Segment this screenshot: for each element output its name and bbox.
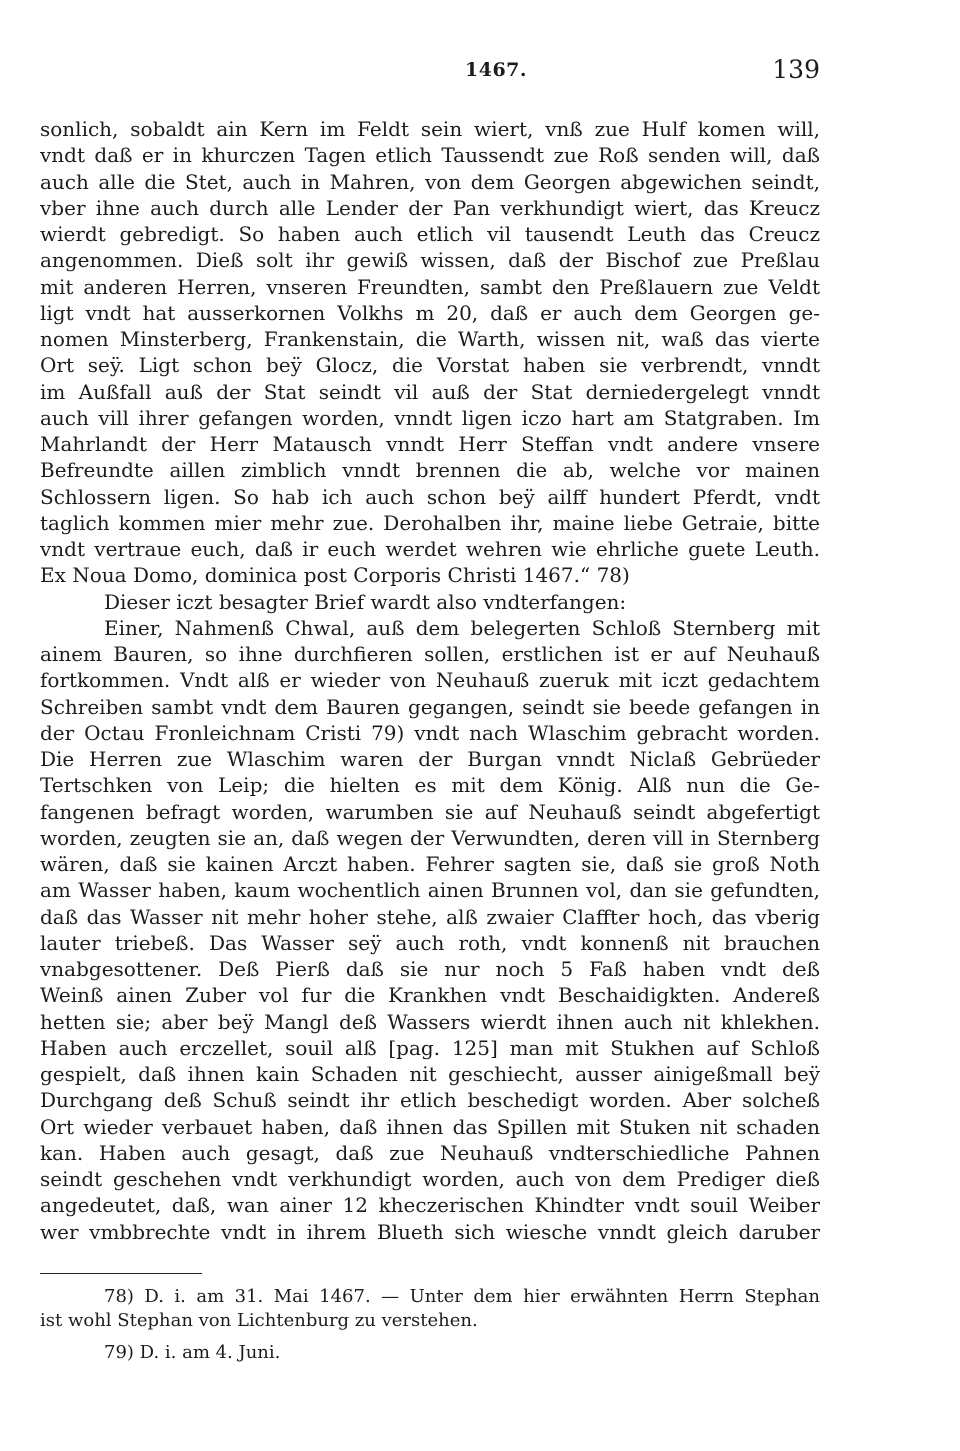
text-line: angenommen. Dieß solt ihr gewiß wissen, daß der Bischof zue Preßlau — [40, 248, 820, 273]
text-line: sonlich, sobaldt ain Kern im Feldt sein wiert, vnß zue Hulf komen will, — [40, 117, 820, 141]
text-line: Mahrlandt der Herr Matausch vnndt Herr Steffan vndt andere vnsere — [40, 432, 820, 456]
text-line: Weinß ainen Zuber vol fur die Krankhen vndt Beschaidigkten. Andereß — [40, 983, 820, 1008]
footnote-78-line: 78) D. i. am 31. Mai 1467. — Unter dem hier erwähnten Herrn Stephan — [104, 1286, 820, 1307]
text-line: nomen Minsterberg, Frankenstain, die Warth, wissen nit, waß das vierte — [40, 327, 820, 351]
footnote-78-line: ist wohl Stephan von Lichtenburg zu verstehen. — [40, 1310, 478, 1331]
text-line: seindt geschehen vndt verkhundigt worden, auch von dem Prediger dieß — [40, 1167, 820, 1191]
text-line: mit anderen Herren, vnseren Freundten, sambt den Preßlauern zue Veldt — [40, 274, 820, 299]
text-line: auch alle die Stet, auch in Mahren, von dem Georgen abgewichen seindt, — [40, 169, 820, 194]
text-line: wer vmbbrechte vndt in ihrem Blueth sich wiesche vnndt gleich daruber — [40, 1219, 820, 1244]
text-line: vber ihne auch durch alle Lender der Pan verkhundigt wiert, das Kreucz — [40, 195, 820, 220]
text-line: Schlossern ligen. So hab ich auch schon beÿ ailff hundert Pferdt, vndt — [40, 484, 820, 509]
footnote-divider — [40, 1273, 202, 1274]
page-number: 139 — [772, 55, 820, 84]
text-line: Dieser iczt besagter Brief wardt also vndterfangen: — [104, 589, 627, 614]
text-line: taglich kommen mier mehr zue. Derohalben ihr, maine liebe Getraie, bitte — [40, 510, 820, 535]
text-line: auch vill ihrer gefangen worden, vnndt ligen iczo hart am Statgraben. Im — [40, 405, 820, 430]
footnotes — [40, 1285, 820, 1365]
text-line: Haben auch erczellet, souil alß [pag. 125] man mit Stukhen auf Schloß — [40, 1035, 820, 1060]
page-header — [40, 55, 820, 89]
text-line: lauter triebeß. Das Wasser seÿ auch roth, vndt konnenß nit brauchen — [40, 930, 820, 955]
text-line: am Wasser haben, kaum wochentlich ainen Brunnen vol, dan sie gefundten, — [40, 878, 820, 903]
text-line: vnabgesottener. Deß Pierß daß sie nur noch 5 Faß haben vndt deß — [40, 957, 820, 981]
text-line: der Octau Fronleichnam Cristi 79) vndt nach Wlaschim gebracht worden. — [40, 720, 820, 745]
text-line: gespielt, daß ihnen kain Schaden nit geschiecht, ausser ainigeßmall beÿ — [40, 1062, 820, 1086]
running-head-year: 1467. — [465, 59, 527, 81]
text-line: wären, daß sie kainen Arczt haben. Fehrer sagten sie, daß sie groß Noth — [40, 852, 820, 876]
text-line: Tertschken von Leip; die hielten es mit dem König. Alß nun die Ge- — [40, 773, 820, 798]
text-line: fangenen befragt worden, warumben sie auf Neuhauß seindt abgefertigt — [40, 799, 820, 824]
text-line: vndt vertraue euch, daß ir euch werdet wehren wie ehrliche guete Leuth. — [40, 537, 820, 561]
text-line: ligt vndt hat ausserkornen Volkhs m 20, daß er auch dem Georgen ge- — [40, 300, 820, 325]
text-line: fortkommen. Vndt alß er wieder von Neuhauß zueruk mit iczt gedachtem — [40, 668, 820, 693]
text-line: Ort wieder verbauet haben, daß ihnen das Spillen mit Stuken nit schaden — [40, 1114, 820, 1139]
text-line: ainem Bauren, so ihne durchfieren sollen, erstlichen ist er auf Neuhauß — [40, 642, 820, 666]
text-line: Schreiben sambt vndt dem Bauren gegangen, seindt sie beede gefangen in — [40, 694, 820, 719]
text-line: Durchgang deß Schuß seindt ihr etlich beschedigt worden. Aber solcheß — [40, 1088, 820, 1113]
body-text — [40, 116, 820, 1245]
text-line: im Außfall auß der Stat seindt vil auß der Stat derniedergelegt vnndt — [40, 379, 820, 404]
text-line: hetten sie; aber beÿ Mangl deß Wassers wierdt ihnen auch nit khlekhen. — [40, 1009, 820, 1034]
text-line: angedeutet, daß, wan ainer 12 kheczerischen Khindter vndt souil Weiber — [40, 1193, 820, 1218]
text-line: Ort seÿ. Ligt schon beÿ Glocz, die Vorstat haben sie verbrendt, vnndt — [40, 353, 820, 378]
footnote-79: 79) D. i. am 4. Juni. — [104, 1342, 281, 1363]
text-line: Ex Noua Domo, dominica post Corporis Christi 1467.“ 78) — [40, 563, 630, 588]
text-line: vndt daß er in khurczen Tagen etlich Taussendt zue Roß senden will, daß — [40, 143, 820, 168]
text-line: wierdt gebredigt. So haben auch etlich vil tausendt Leuth das Creucz — [40, 222, 820, 246]
text-line: daß das Wasser nit mehr hoher stehe, alß zwaier Claffter hoch, das vberig — [40, 904, 820, 929]
text-line: kan. Haben auch gesagt, daß zue Neuhauß vndterschiedliche Pahnen — [40, 1140, 820, 1165]
text-line: Befreundte aillen zimblich vnndt brennen die ab, welche vor mainen — [40, 458, 820, 483]
text-line: worden, zeugten sie an, daß wegen der Verwundten, deren vill in Sternberg — [40, 825, 820, 850]
text-line: Einer, Nahmenß Chwal, auß dem belegerten Schloß Sternberg mit — [104, 615, 820, 640]
text-line: Die Herren zue Wlaschim waren der Burgan vnndt Niclaß Gebrüeder — [40, 747, 820, 771]
